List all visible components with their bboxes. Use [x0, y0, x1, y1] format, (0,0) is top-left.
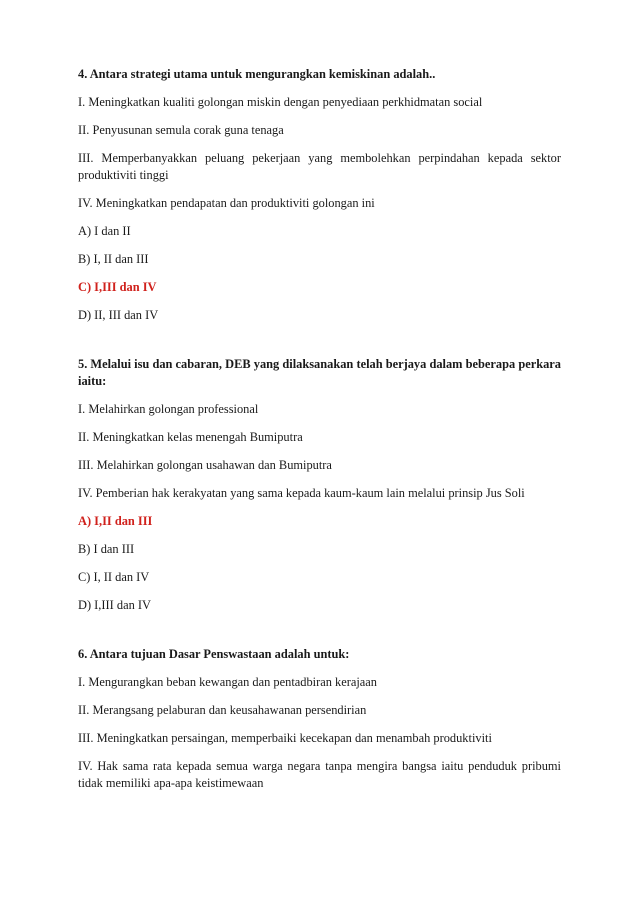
question-6-statement-4: IV. Hak sama rata kepada semua warga negara tanpa mengira bangsa iaitu penduduk pribumi tidak memiliki apa-apa keistimewaan	[78, 759, 561, 790]
question-4-statement-2: II. Penyusunan semula corak guna tenaga	[78, 123, 284, 137]
question-6-statement-3: III. Meningkatkan persaingan, memperbaiki kecekapan dan menambah produktiviti	[78, 731, 492, 745]
question-5-option-a-answer: A) I,II dan III	[78, 514, 153, 528]
question-5-statement-3: III. Melahirkan golongan usahawan dan Bumiputra	[78, 458, 332, 472]
question-5-option-d: D) I,III dan IV	[78, 598, 151, 612]
question-6-text: 6. Antara tujuan Dasar Penswastaan adalah untuk:	[78, 647, 350, 661]
question-4	[78, 66, 561, 324]
question-5-option-c: C) I, II dan IV	[78, 570, 150, 584]
question-5-statement-4: IV. Pemberian hak kerakyatan yang sama kepada kaum-kaum lain melalui prinsip Jus Soli	[78, 486, 525, 500]
question-4-text: 4. Antara strategi utama untuk mengurangkan kemiskinan adalah..	[78, 67, 436, 81]
question-5-statement-1: I. Melahirkan golongan professional	[78, 402, 259, 416]
question-4-statement-3: III. Memperbanyakkan peluang pekerjaan yang membolehkan perpindahan kepada sektor produktiviti tinggi	[78, 151, 561, 182]
question-6	[78, 646, 561, 792]
question-4-option-a: A) I dan II	[78, 224, 131, 238]
question-4-option-c-answer: C) I,III dan IV	[78, 280, 157, 294]
question-6-statement-2: II. Merangsang pelaburan dan keusahawanan persendirian	[78, 703, 367, 717]
question-5-statement-2: II. Meningkatkan kelas menengah Bumiputra	[78, 430, 303, 444]
question-4-option-d: D) II, III dan IV	[78, 308, 159, 322]
question-6-statement-1: I. Mengurangkan beban kewangan dan pentadbiran kerajaan	[78, 675, 377, 689]
question-4-statement-4: IV. Meningkatkan pendapatan dan produktiviti golongan ini	[78, 196, 375, 210]
document-page	[78, 66, 561, 792]
question-4-option-b: B) I, II dan III	[78, 252, 149, 266]
question-5-text: 5. Melalui isu dan cabaran, DEB yang dilaksanakan telah berjaya dalam beberapa perkara iaitu:	[78, 357, 561, 388]
question-5-option-b: B) I dan III	[78, 542, 135, 556]
question-4-statement-1: I. Meningkatkan kualiti golongan miskin dengan penyediaan perkhidmatan social	[78, 95, 483, 109]
question-5	[78, 356, 561, 614]
